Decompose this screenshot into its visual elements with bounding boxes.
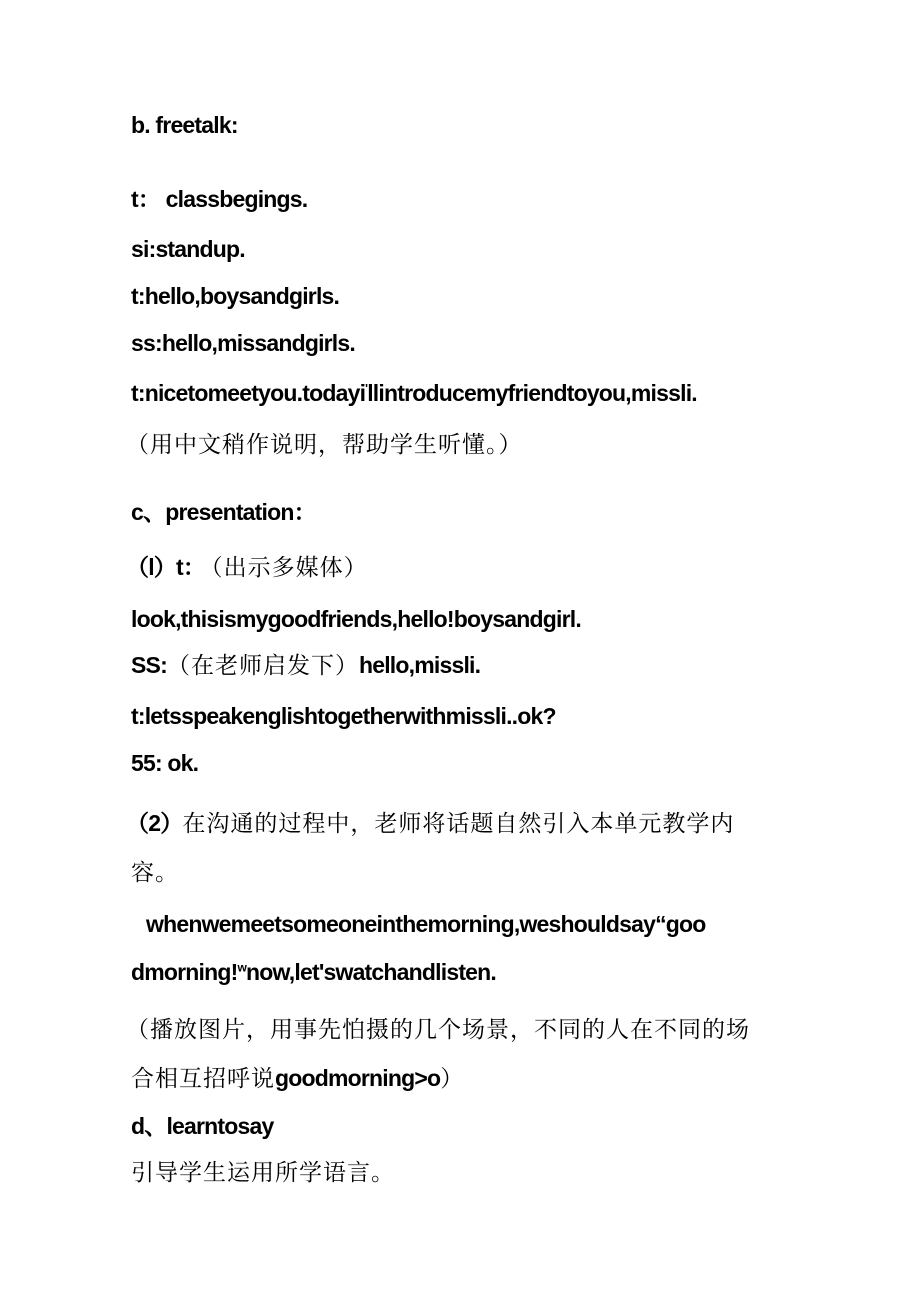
- step-2-text-b: 容。: [131, 860, 179, 886]
- t-nice-part-b: llintroducemyfriendtoyou,missli.: [367, 380, 697, 406]
- t-nice-part-a: t:nicetomeetyou.todayi: [131, 380, 366, 406]
- play-b-chinese: 合相互招呼说: [131, 1066, 275, 1092]
- ss-hello-missli: hello,missli.: [358, 652, 481, 678]
- section-d-heading: d、learntosay: [131, 1113, 274, 1139]
- step-1-label: （l）t：: [126, 554, 206, 580]
- step-1-line: [126, 552, 368, 583]
- ss-note: （在老师启发下）: [166, 653, 359, 679]
- when-b-mark: w: [237, 960, 247, 975]
- when-b-part-a: dmorning!: [131, 959, 238, 985]
- step-2-line: [126, 808, 734, 839]
- when-line-b: [131, 957, 496, 987]
- guide-line: 引导学生运用所学语言。: [131, 1160, 395, 1186]
- dialogue-line-look: look,thisismygoodfriends,hello!boysandgirl.: [131, 606, 581, 632]
- note-chinese: （用中文稍作说明，帮助学生听懂。）: [126, 432, 523, 458]
- dialogue-line-ss-missli: [131, 650, 480, 681]
- dialogue-line-t-hello: t:hello,boysandgirls.: [131, 283, 340, 309]
- dialogue-line-ok: 55: ok.: [131, 750, 199, 776]
- section-b-heading: b. freetalk:: [131, 112, 238, 138]
- dialogue-line-si-standup: si:standup.: [131, 236, 245, 262]
- play-b-end: ）: [440, 1066, 465, 1092]
- dialogue-line-t-lets: t:letsspeakenglishtogetherwithmissli..ok?: [131, 703, 556, 729]
- play-line-b: [131, 1063, 464, 1094]
- play-line-a: （播放图片，用事先怕摄的几个场景，不同的人在不同的场: [126, 1017, 750, 1043]
- step-1-note: （出示多媒体）: [211, 555, 368, 581]
- ss-prefix: SS:: [131, 652, 167, 678]
- dialogue-line-t-nicetomeetyou: [131, 378, 697, 408]
- dialogue-line-t-classbegins: t： classbegings.: [131, 186, 308, 212]
- section-c-heading: c、presentation：: [131, 499, 316, 525]
- step-2-text-a: 在沟通的过程中，老师将话题自然引入本单元教学内: [182, 811, 735, 837]
- step-2-label: （2）: [126, 810, 183, 836]
- when-line-a: whenwemeetsomeoneinthemorning,weshouldsay“goo: [146, 911, 706, 937]
- when-b-part-b: now,let'swatchandlisten.: [246, 959, 497, 985]
- play-b-english: goodmorning>o: [275, 1065, 441, 1091]
- dialogue-line-ss-hello: ss:hello,missandgirls.: [131, 330, 355, 356]
- t-nice-mark: ': [365, 381, 368, 396]
